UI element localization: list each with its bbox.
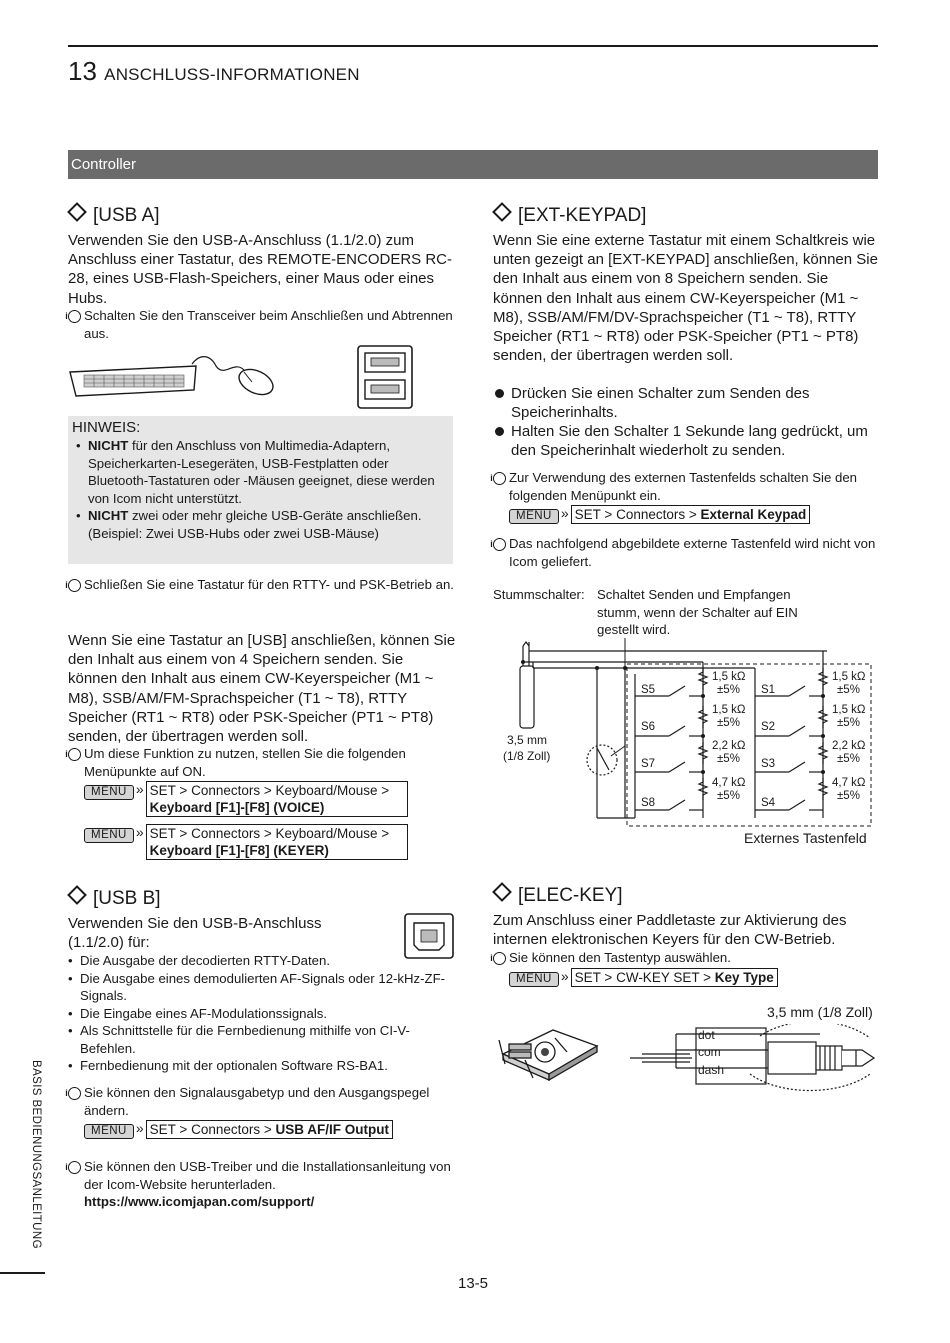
usb-a-body: Verwenden Sie den USB-A-Anschluss (1.1/2.0) zum Anschluss einer Tastatur, des REMOTE-ENCODERS RC-28, eines USB-Flash-Speichers, einer Maus oder eines Hubs. [68,232,453,307]
info-icon: i [68,579,81,592]
list-item: • Die Eingabe eines AF-Modulationssignals. [60,1005,455,1023]
menu-path-voice: MENU » SET > Connectors > Keyboard/Mouse > Keyboard [F1]-[F8] (VOICE) [84,781,408,817]
sidebar-label: BASIS BEDIENUNGSANLEITUNG [30,1060,42,1249]
usb-a-note-1: i Schalten Sie den Transceiver beim Anschließen und Abtrennen aus. [65,308,453,341]
switch-label: S5 [641,684,656,696]
elec-key-body: Zum Anschluss einer Paddletaste zur Aktivierung des internen elektronischen Keyers für den CW-Betrieb. [493,912,847,949]
usb-b-body: Verwenden Sie den USB-B-Anschluss (1.1/2.0) für: [68,915,322,952]
resistor-tolerance: ±5% [837,684,860,696]
usb-a-heading: [USB A] [66,205,160,227]
usb-b-heading: [USB B] [66,888,161,910]
switch-label: S3 [761,758,776,770]
paddle-key-illustration [493,1016,603,1084]
switch-label: S1 [761,684,776,696]
menu-path-key-type: MENU » SET > CW-KEY SET > Key Type [509,968,778,988]
list-item: Drücken Sie einen Schalter zum Senden des Speicherinhalts. [493,384,879,422]
ext-keypad-note-1: i Zur Verwendung des externen Tastenfelds schalten Sie den folgenden Menüpunkt ein. [490,470,857,503]
list-item: • Fernbedienung mit der optionalen Software RS-BA1. [60,1057,455,1075]
pin-label-dot: dot [698,1028,715,1042]
menu-path-usb-output: MENU » SET > Connectors > USB AF/IF Output [84,1120,393,1140]
switch-label: S7 [641,758,656,770]
page-number: 13-5 [458,1275,489,1292]
pin-label-dash: dash [698,1063,725,1077]
elec-key-jack-label: 3,5 mm (1/8 Zoll) [767,1004,873,1020]
resistor-tolerance: ±5% [837,717,860,729]
resistor-tolerance: ±5% [717,717,740,729]
usb-b-note-1: i Sie können den Signalausgabetyp und den Ausgangspegel ändern. [65,1085,430,1118]
diamond-icon [492,882,512,902]
mute-switch-label: Stummschalter: [493,587,585,602]
usb-b-list [60,952,455,1075]
switch-label: S8 [641,797,656,809]
stereo-plug-wiring [630,1024,880,1092]
support-link[interactable]: https://www.icomjapan.com/support/ [84,1194,315,1209]
resistor-value: 2,2 kΩ [712,740,746,752]
resistor-value: 1,5 kΩ [712,671,746,683]
menu-path-keyer: MENU » SET > Connectors > Keyboard/Mouse > Keyboard [F1]-[F8] (KEYER) [84,824,408,860]
elec-key-heading: [ELEC-KEY] [491,885,623,907]
resistor-value: 2,2 kΩ [832,740,866,752]
ext-keypad-body: Wenn Sie eine externe Tastatur mit einem Schaltkreis wie unten gezeigt an [EXT-KEYPAD] anschließen, können Sie den Inhalt aus einem von 8 Speichern senden. Sie können den Inhalt aus einem CW-Keyerspeicher (M1 ~ M8), SSB/AM/FM/DV-Sprachspeicher (T1 ~ T8), RTTY Speicher (RT1 ~ RT8) oder PSK-Speicher (PT1 ~ PT8) senden, der übertragen werden soll. [493,232,878,365]
keypad-caption: Externes Tastenfeld [744,830,867,846]
header-rule [68,45,878,47]
pin-label-com: com [698,1045,721,1059]
jack-size-label-inch: (1/8 Zoll) [503,749,551,763]
list-item: • Als Schnittstelle für die Fernbedienung mithilfe von CI-V-Befehlen. [60,1022,455,1057]
resistor-value: 1,5 kΩ [832,671,866,683]
menu-key-label: MENU [84,1124,134,1139]
hinweis-title: HINWEIS: [72,419,141,436]
info-icon: i [68,748,81,761]
info-icon: i [68,1087,81,1100]
chapter-heading [68,56,360,87]
usb-a-note-3: i Um diese Funktion zu nutzen, stellen Sie die folgenden Menüpunkte auf ON. [65,746,406,779]
resistor-tolerance: ±5% [717,753,740,765]
resistor-value: 1,5 kΩ [832,704,866,716]
usb-a-note-2: i Schließen Sie eine Tastatur für den RTTY- und PSK-Betrieb an. [65,577,454,592]
list-item: • Die Ausgabe eines demodulierten AF-Signals oder 12-kHz-ZF-Signals. [60,970,455,1005]
chapter-number: 13 [68,56,97,86]
switch-label: S6 [641,721,656,733]
ext-keypad-heading: [EXT-KEYPAD] [491,205,646,227]
jack-size-label: 3,5 mm [507,733,548,747]
menu-key-label: MENU [509,509,559,524]
info-icon: i [493,952,506,965]
diamond-icon [492,202,512,222]
resistor-tolerance: ±5% [717,790,740,802]
section-band-label: Controller [71,156,137,173]
info-icon: i [68,310,81,323]
diamond-icon [67,202,87,222]
menu-path-external-keypad: MENU » SET > Connectors > External Keypad [509,505,810,525]
elec-key-note: i Sie können den Tastentyp auswählen. [490,950,731,965]
sidebar-rule [0,1272,45,1274]
info-icon: i [68,1161,81,1174]
ext-keypad-bullets [493,384,879,460]
menu-key-label: MENU [84,828,134,843]
keypad-circuit-diagram [493,638,881,828]
resistor-tolerance: ±5% [837,753,860,765]
switch-label: S2 [761,721,776,733]
resistor-value: 1,5 kΩ [712,704,746,716]
resistor-tolerance: ±5% [717,684,740,696]
hinweis-box [68,416,453,564]
info-icon: i [493,472,506,485]
hinweis-bullet-1: • NICHT für den Anschluss von Multimedia-Adaptern, Speicherkarten-Lesegeräten, USB-Festplatten oder Bluetooth-Tastaturen oder -Mäusen geeignet, diese werden von Icom nicht unterstützt. [68,437,446,507]
section-band [68,150,878,179]
keyboard-mouse-illustration [66,350,286,408]
list-item: Halten Sie den Schalter 1 Sekunde lang gedrückt, um den Speicherinhalt wiederholt zu senden. [493,422,879,460]
diamond-icon [67,885,87,905]
usb-a-port-icon [357,345,413,409]
mute-switch-text: Schaltet Senden und Empfangen stumm, wenn der Schalter auf EIN gestellt wird. [597,587,798,637]
switch-label: S4 [761,797,776,809]
ext-keypad-note-2: i Das nachfolgend abgebildete externe Tastenfeld wird nicht von Icom geliefert. [490,536,876,569]
resistor-value: 4,7 kΩ [712,777,746,789]
usb-b-note-2: i Sie können den USB-Treiber und die Installationsanleitung von der Icom-Website herunterladen. https://www.icomjapan.com/support/ [65,1159,451,1209]
menu-key-label: MENU [84,785,134,800]
resistor-value: 4,7 kΩ [832,777,866,789]
info-icon: i [493,538,506,551]
list-item: • Die Ausgabe der decodierten RTTY-Daten. [60,952,455,970]
resistor-tolerance: ±5% [837,790,860,802]
chapter-title: ANSCHLUSS-INFORMATIONEN [104,65,360,84]
menu-key-label: MENU [509,972,559,987]
hinweis-bullet-2: • NICHT zwei oder mehr gleiche USB-Geräte anschließen. (Beispiel: Zwei USB-Hubs oder zwei USB-Mäuse) [68,507,446,542]
usb-a-body-2: Wenn Sie eine Tastatur an [USB] anschließen, können Sie den Inhalt aus einem von 4 Speichern senden. Sie können den Inhalt aus einem CW-Keyerspeicher (M1 ~ M8), SSB/AM/FM-Sprachspeicher (T1 ~ T8), RTTY Speicher (RT1 ~ RT8) oder PSK-Speicher (PT1 ~ PT8) senden, der übertragen werden soll. [68,632,456,746]
